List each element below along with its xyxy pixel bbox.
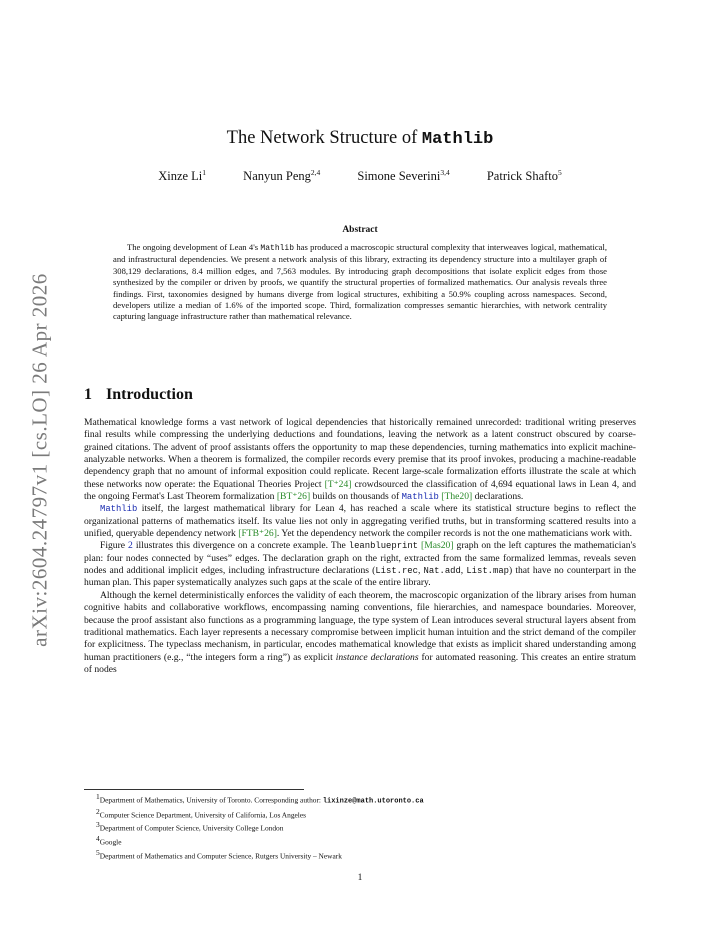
author: Patrick Shafto$^5$	[486, 168, 562, 184]
citation-link[interactable]: [T⁺24]	[324, 478, 352, 490]
citation-link[interactable]: [BT⁺26]	[276, 491, 311, 503]
footnote: $^4$Google	[96, 834, 122, 847]
author-list	[0, 168, 720, 184]
inline-code: leanblueprint	[348, 541, 419, 552]
footnote: $^3$Department of Computer Science, University College London	[96, 820, 284, 833]
section-heading: 1 Introduction	[84, 386, 193, 403]
body-text	[84, 417, 636, 676]
inline-code: Mathlib	[401, 492, 439, 503]
inline-code: Nat.add	[423, 566, 461, 577]
paper-title: The Network Structure of Mathlib	[226, 128, 494, 149]
footnote: $^2$Computer Science Department, University of California, Los Angeles	[96, 806, 307, 820]
author: Xinze Li$^1$	[158, 168, 207, 184]
paragraph: Figure 2 illustrates this divergence on a concrete example. The leanblueprint [Mas20] graph on the left captures the mathematician's plan: four nodes connected by “uses” edges. The declaration graph on the right, extracted from the same formalized lemmas, reveals seven nodes and additional implicit edges, including infrastructure declarations (List.rec, Nat.add, List.map) that have no counterpart in the human plan. This paper systematically analyzes such gaps at the scale of the entire library.	[84, 540, 637, 589]
paragraph: Mathlib itself, the largest mathematical library for Lean 4, has reached a scale where its statistical structure begins to reflect the organizational patterns of mathematics itself. Its value lies not only in aggregating verified truths, but in transforming scattered results into a unified, queryable dependency network [FTB⁺26]. Yet the dependency network the compiler records is not the one mathematicians work with.	[84, 503, 636, 540]
email-link[interactable]: lixinze@math.utoronto.ca	[322, 797, 424, 806]
title-code: Mathlib	[421, 130, 494, 149]
footnotes	[96, 792, 424, 861]
inline-code: Mathlib	[100, 504, 138, 515]
inline-code: Mathlib	[260, 244, 295, 253]
citation-link[interactable]: [Mas20]	[421, 540, 454, 552]
abstract-heading: Abstract	[342, 225, 378, 235]
figure-ref-link[interactable]: 2	[128, 540, 133, 552]
footnote-rule	[84, 789, 304, 790]
paragraph: Mathematical knowledge forms a vast network of logical dependencies that historically remained unrecorded: traditional writing preserves final results while compressing the underlying deductions and foundations, leaving the network as a latent construct obscured by coarse-grained citations. The advent of proof assistants offers the opportunity to map these dependencies, turning mathematics into explicit machine-analyzable networks. When a theorem is formalized, the compiler records every premise that its proof invokes, producing a machine-readable dependency graph that no amount of informal exposition could replicate. Recent large-scale formalization efforts illustrate the scale at which these networks now operate: the Equational Theories Project [T⁺24] crowdsourced the classification of 4,694 equational laws in Lean 4, and the ongoing Fermat's Last Theorem formalization [BT⁺26] builds on thousands of Mathlib [The20] declarations.	[84, 417, 636, 503]
footnote: $^1$Department of Mathematics, University of Toronto. Corresponding author: lixinze@math.utoronto.ca	[96, 792, 424, 806]
paragraph: Although the kernel deterministically enforces the validity of each theorem, the macroscopic organization of the library arises from human cognitive habits and collaborative workflows, encompassing naming conventions, file hierarchies, and namespace boundaries. Moreover, because the proof assistant also functions as a programming language, the type system of Lean introduces several structural layers absent from traditional mathematics. Each layer represents a necessary compromise between implicit human intuition and the strict demand of the compiler for explicitness. The typeclass mechanism, in particular, encodes mathematical knowledge that exists as implicit shared understanding among human practitioners (e.g., “the integers form a ring”) as explicit instance declarations for automated reasoning. This creates an entire stratum of nodes	[84, 589, 636, 675]
author: Nanyun Peng$^{2,4}$	[243, 168, 321, 184]
citation-link[interactable]: [FTB⁺26]	[238, 528, 277, 540]
inline-code: List.rec	[375, 566, 418, 577]
author: Simone Severini$^{3,4}$	[357, 168, 450, 184]
citation-link[interactable]: [The20]	[441, 491, 473, 503]
abstract-text: The ongoing development of Lean 4's Mathlib has produced a macroscopic structural complexity that interweaves logical, mathematical, and infrastructural dependencies. We present a network analysis of this library, extracting its dependency structure into a multilayer graph of 308,129 declarations, 8.4 million edges, and 7,563 modules. By introducing graph decompositions that isolate explicit edges from those synthesized by the compiler or driven by proofs, we quantify the structural properties of formalized mathematics. Our analysis reveals three findings. First, taxonomies designed by humans diverge from logical structures, exhibiting a 50.9% coupling across namespaces. Second, developers utilize a median of 1.6% of the imported scope. Third, formalization compresses semantic hierarchies, with network centrality capturing language infrastructure rather than mathematical relevance.	[113, 242, 607, 322]
footnote: $^5$Department of Mathematics and Computer Science, Rutgers University – Newark	[96, 847, 342, 861]
inline-code: List.map	[466, 566, 509, 577]
page-number: 1	[357, 873, 363, 883]
arxiv-identifier: arXiv:2604.24797v1 [cs.LO] 26 Apr 2026	[27, 273, 52, 647]
